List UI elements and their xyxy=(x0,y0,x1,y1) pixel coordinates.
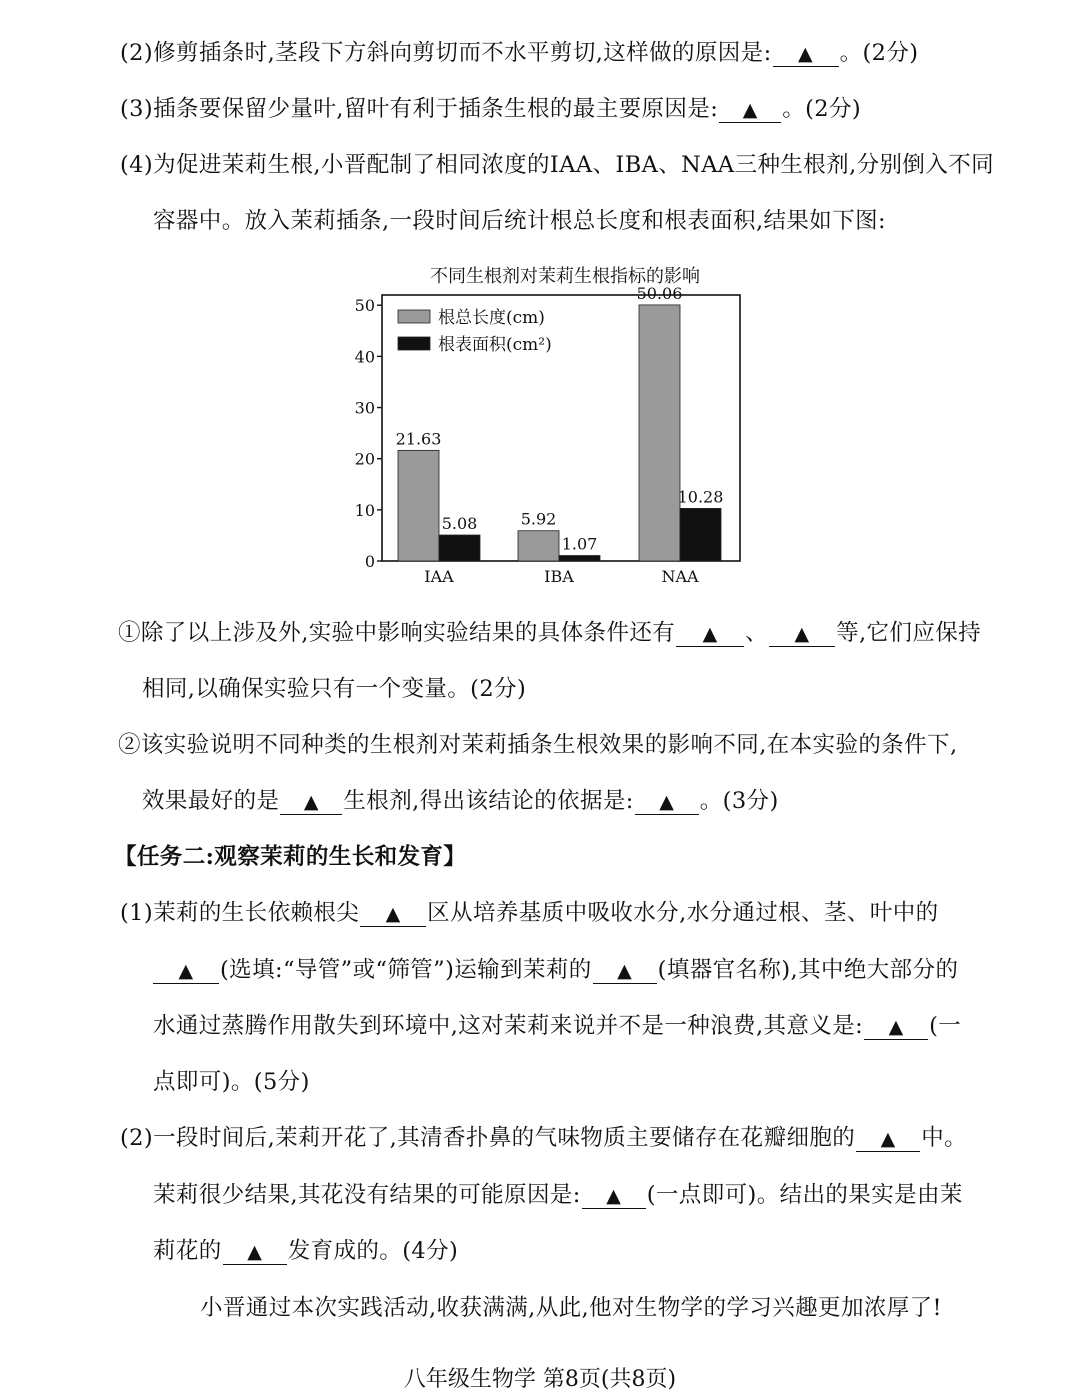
task-2-question-1-line-3 xyxy=(153,1011,961,1041)
task-2-question-1-line-4 xyxy=(153,1067,310,1097)
legend-swatch xyxy=(398,310,430,323)
text: (2)修剪插条时,茎段下方斜向剪切而不水平剪切,这样做的原因是: xyxy=(120,40,772,66)
answer-blank[interactable]: ▲ xyxy=(280,790,342,815)
text: ①除了以上涉及外,实验中影响实验结果的具体条件还有 xyxy=(118,620,676,646)
answer-blank[interactable]: ▲ xyxy=(676,622,744,647)
answer-blank[interactable]: ▲ xyxy=(153,959,219,984)
x-tick-label: IBA xyxy=(544,567,574,586)
y-tick-label: 0 xyxy=(364,552,375,571)
data-label: 50.06 xyxy=(636,283,683,303)
text: 茉莉很少结果,其花没有结果的可能原因是: xyxy=(153,1182,581,1208)
answer-blank[interactable]: ▲ xyxy=(769,622,835,647)
y-tick-label: 10 xyxy=(354,500,375,520)
bar-iba-series-1 xyxy=(518,531,559,561)
sub-question-1-line-2 xyxy=(142,674,526,704)
text: 容器中。放入茉莉插条,一段时间后统计根总长度和根表面积,结果如下图: xyxy=(153,208,886,234)
text: 、 xyxy=(745,620,769,646)
text: (填器官名称),其中绝大部分的 xyxy=(657,957,959,983)
data-label: 5.08 xyxy=(441,514,478,534)
text: 等,它们应保持 xyxy=(836,620,982,646)
task-2-question-2-line xyxy=(120,1123,967,1153)
text: (选填:“导管”或“筛管”)运输到茉莉的 xyxy=(220,957,592,983)
data-label: 1.07 xyxy=(561,534,598,554)
text: (一 xyxy=(929,1013,962,1039)
sub-question-2-line xyxy=(118,730,958,760)
text: 水通过蒸腾作用散失到环境中,这对茉莉来说并不是一种浪费,其意义是: xyxy=(153,1013,864,1039)
answer-blank[interactable]: ▲ xyxy=(593,959,657,984)
answer-blank[interactable]: ▲ xyxy=(864,1015,928,1040)
task-2-heading xyxy=(114,842,466,872)
text: (4)为促进茉莉生根,小晋配制了相同浓度的IAA、IBA、NAA三种生根剂,分别倒入不同 xyxy=(120,152,995,178)
text: 莉花的 xyxy=(153,1238,222,1264)
legend-label: 根总长度(cm) xyxy=(438,308,545,328)
data-label: 21.63 xyxy=(395,429,442,449)
answer-blank[interactable]: ▲ xyxy=(856,1127,920,1152)
text: (1)茉莉的生长依赖根尖 xyxy=(120,900,360,926)
sub-question-1-line xyxy=(118,618,981,648)
text: 【任务二:观察茉莉的生长和发育】 xyxy=(114,844,467,870)
text: 中。 xyxy=(921,1125,967,1151)
answer-blank[interactable]: ▲ xyxy=(582,1184,646,1209)
y-tick-label: 40 xyxy=(354,347,375,367)
bar-naa-series-2 xyxy=(680,508,721,561)
answer-blank[interactable]: ▲ xyxy=(360,902,426,927)
chart-title: 不同生根剂对茉莉生根指标的影响 xyxy=(430,266,700,287)
page-footer: 八年级生物学 第8页(共8页) xyxy=(403,1367,677,1392)
bar-chart xyxy=(340,258,760,588)
bar-naa-series-1 xyxy=(639,305,680,561)
legend-swatch xyxy=(398,337,430,350)
question-3-line xyxy=(120,94,861,124)
text: 点即可)。(5分) xyxy=(153,1069,310,1095)
x-tick-label: IAA xyxy=(424,567,454,586)
task-2-question-1-line xyxy=(120,898,939,928)
closing-sentence xyxy=(200,1293,942,1323)
task-2-question-1-line-2 xyxy=(153,955,958,985)
text: 。(2分) xyxy=(839,40,919,66)
text: (2)一段时间后,茉莉开花了,其清香扑鼻的气味物质主要储存在花瓣细胞的 xyxy=(120,1125,856,1151)
text: 小晋通过本次实践活动,收获满满,从此,他对生物学的学习兴趣更加浓厚了! xyxy=(200,1295,942,1321)
task-2-question-2-line-2 xyxy=(153,1180,963,1210)
y-tick-label: 20 xyxy=(354,449,375,469)
task-2-question-2-line-3 xyxy=(153,1236,458,1266)
data-label: 5.92 xyxy=(520,509,557,529)
question-4-line xyxy=(120,150,994,180)
text: 发育成的。(4分) xyxy=(287,1238,459,1264)
legend-label: 根表面积(cm²) xyxy=(438,335,552,355)
y-tick-label: 50 xyxy=(354,296,375,316)
x-tick-label: NAA xyxy=(661,567,699,586)
bar-iba-series-2 xyxy=(559,556,600,561)
answer-blank[interactable]: ▲ xyxy=(773,42,839,67)
y-tick-label: 30 xyxy=(354,398,375,418)
text: 相同,以确保实验只有一个变量。(2分) xyxy=(142,676,527,702)
text: (一点即可)。结出的果实是由茉 xyxy=(646,1182,963,1208)
x-axis-labels xyxy=(424,567,699,586)
text: 。(3分) xyxy=(699,788,779,814)
text: ②该实验说明不同种类的生根剂对茉莉插条生根效果的影响不同,在本实验的条件下, xyxy=(118,732,958,758)
question-2-line xyxy=(120,38,918,68)
bar-iaa-series-1 xyxy=(398,450,439,561)
answer-blank[interactable]: ▲ xyxy=(635,790,699,815)
text: 效果最好的是 xyxy=(142,788,280,814)
legend xyxy=(398,307,552,355)
text: 。(2分) xyxy=(782,96,862,122)
question-4-line-2 xyxy=(153,206,886,236)
answer-blank[interactable]: ▲ xyxy=(719,98,781,123)
sub-question-2-line-2 xyxy=(142,786,779,816)
text: 区从培养基质中吸收水分,水分通过根、茎、叶中的 xyxy=(427,900,939,926)
text: (3)插条要保留少量叶,留叶有利于插条生根的最主要原因是: xyxy=(120,96,719,122)
y-axis xyxy=(355,296,382,571)
answer-blank[interactable]: ▲ xyxy=(223,1240,287,1265)
bar-iaa-series-2 xyxy=(439,535,480,561)
text: 生根剂,得出该结论的依据是: xyxy=(343,788,634,814)
data-label: 10.28 xyxy=(677,487,724,507)
